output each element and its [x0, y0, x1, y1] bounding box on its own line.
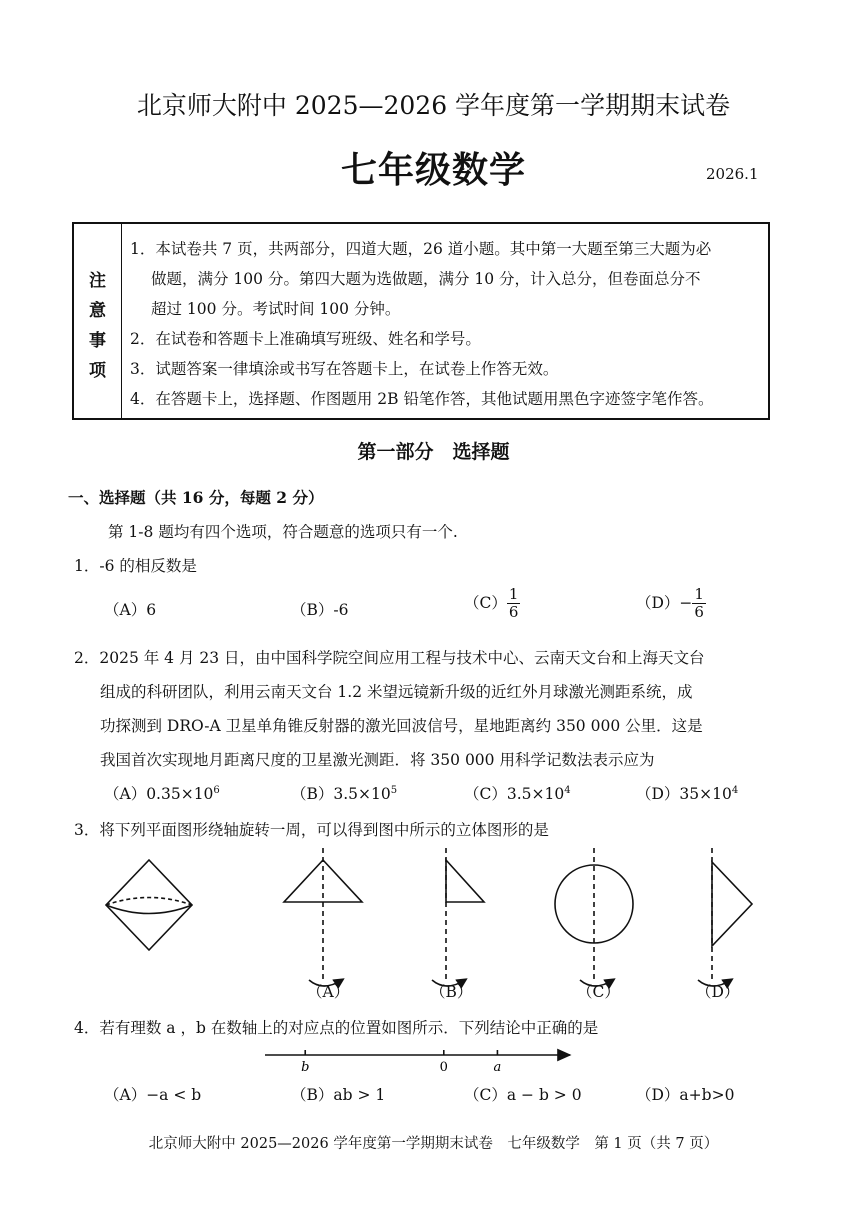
- q2-option-c: [464, 782, 571, 804]
- notice-box: [72, 222, 770, 420]
- q1-option-b: （B）-6: [291, 601, 349, 619]
- notice-item: 做题，满分 100 分。第四大题为选做题，满分 10 分，计入总分，但卷面总分不: [151, 270, 701, 288]
- q1-option-c-label: （C）: [464, 593, 507, 612]
- notice-item: 1．本试卷共 7 页，共两部分，四道大题，26 道小题。其中第一大题至第三大题为必: [130, 240, 712, 258]
- q1-option-c-fraction: [507, 586, 521, 622]
- notice-label-column: [74, 224, 122, 418]
- q4-number-line: [0, 1040, 867, 1080]
- figure-c-circle: [555, 848, 633, 986]
- option-exponent: 4: [564, 784, 571, 796]
- q2-line: 功探测到 DRO-A 卫星单角锥反射器的激光回波信号，星地距离约 350 000 公里．这是: [100, 717, 703, 735]
- label-a: a: [493, 1060, 502, 1075]
- notice-label-char: 事: [89, 331, 106, 351]
- q1-option-d: [636, 586, 706, 622]
- double-cone-solid: [106, 860, 192, 950]
- q2-line: 我国首次实现地月距离尺度的卫星激光测距．将 350 000 用科学记数法表示应为: [100, 751, 655, 769]
- notice-label-char: 项: [89, 361, 106, 381]
- section-heading: 一、选择题（共 16 分，每题 2 分）: [68, 488, 324, 507]
- option-exponent: 4: [731, 784, 739, 796]
- q3-label-a: （A）: [307, 983, 350, 1001]
- fraction-denominator: 6: [508, 603, 519, 622]
- option-base: （A）0.35×10: [104, 785, 214, 803]
- q2-line: 组成的科研团队，利用云南天文台 1.2 米望远镜新升级的近红外月球激光测距系统，成: [100, 683, 693, 701]
- q1-option-d-fraction: [692, 586, 706, 622]
- notice-item: 3．试题答案一律填涂或书写在答题卡上，在试卷上作答无效。: [130, 360, 559, 378]
- exam-title: 北京师大附中 2025—2026 学年度第一学期期末试卷: [136, 91, 731, 120]
- notice-label-char: 注: [89, 271, 106, 291]
- subject-title: 七年级数学: [340, 149, 526, 191]
- page-footer: 北京师大附中 2025—2026 学年度第一学期期末试卷 七年级数学 第 1 页（共 7 页）: [148, 1136, 719, 1152]
- label-zero: 0: [439, 1060, 448, 1075]
- figure-a-triangle: [284, 848, 362, 986]
- fraction-numerator: 1: [508, 585, 519, 603]
- notice-item: 超过 100 分。考试时间 100 分钟。: [151, 300, 401, 318]
- option-exponent: 5: [390, 784, 398, 796]
- option-base: （B）3.5×10: [291, 785, 391, 803]
- q1-option-c: [464, 586, 520, 622]
- option-exponent: 6: [213, 784, 220, 796]
- q4-option-b: （B）ab > 1: [291, 1086, 386, 1104]
- fraction-numerator: 1: [694, 585, 704, 603]
- q2-option-d: [636, 782, 738, 804]
- notice-label-char: 意: [89, 301, 106, 321]
- notice-item: 4．在答题卡上，选择题、作图题用 2B 铅笔作答，其他试题用黑色字迹签字笔作答。: [130, 390, 714, 408]
- figure-b-right-triangle: [432, 848, 484, 986]
- q2-line: 2．2025 年 4 月 23 日，由中国科学院空间应用工程与技术中心、云南天文台和上海天文台: [74, 649, 705, 667]
- option-base: （C）3.5×10: [464, 785, 565, 803]
- q2-option-a: [104, 782, 220, 804]
- exam-date: 2026.1: [706, 165, 759, 183]
- q1-stem: 1．-6 的相反数是: [74, 557, 197, 575]
- section-instruction: 第 1-8 题均有四个选项，符合题意的选项只有一个.: [108, 523, 458, 541]
- q4-stem: 4．若有理数 a ，b 在数轴上的对应点的位置如图所示．下列结论中正确的是: [74, 1019, 599, 1037]
- figure-d-triangle: [698, 848, 752, 986]
- option-base: （D）35×10: [636, 785, 732, 803]
- part-title: 第一部分 选择题: [357, 441, 510, 463]
- q4-option-a: （A）−a < b: [104, 1086, 202, 1104]
- q1-option-d-label: （D）−: [636, 593, 693, 612]
- label-b: b: [301, 1060, 310, 1075]
- q4-option-c: （C）a − b > 0: [464, 1086, 582, 1104]
- q1-option-a: （A）6: [104, 601, 157, 619]
- q2-option-b: [291, 782, 397, 804]
- q3-label-d: （D）: [696, 983, 740, 1001]
- fraction-denominator: 6: [694, 603, 704, 622]
- notice-items: [130, 234, 766, 414]
- notice-item: 2．在试卷和答题卡上准确填写班级、姓名和学号。: [130, 330, 481, 348]
- q3-stem: 3．将下列平面图形绕轴旋转一周，可以得到图中所示的立体图形的是: [74, 821, 549, 839]
- q3-label-c: （C）: [577, 983, 620, 1001]
- q4-option-d: （D）a+b>0: [636, 1086, 735, 1104]
- q3-label-b: （B）: [430, 983, 473, 1001]
